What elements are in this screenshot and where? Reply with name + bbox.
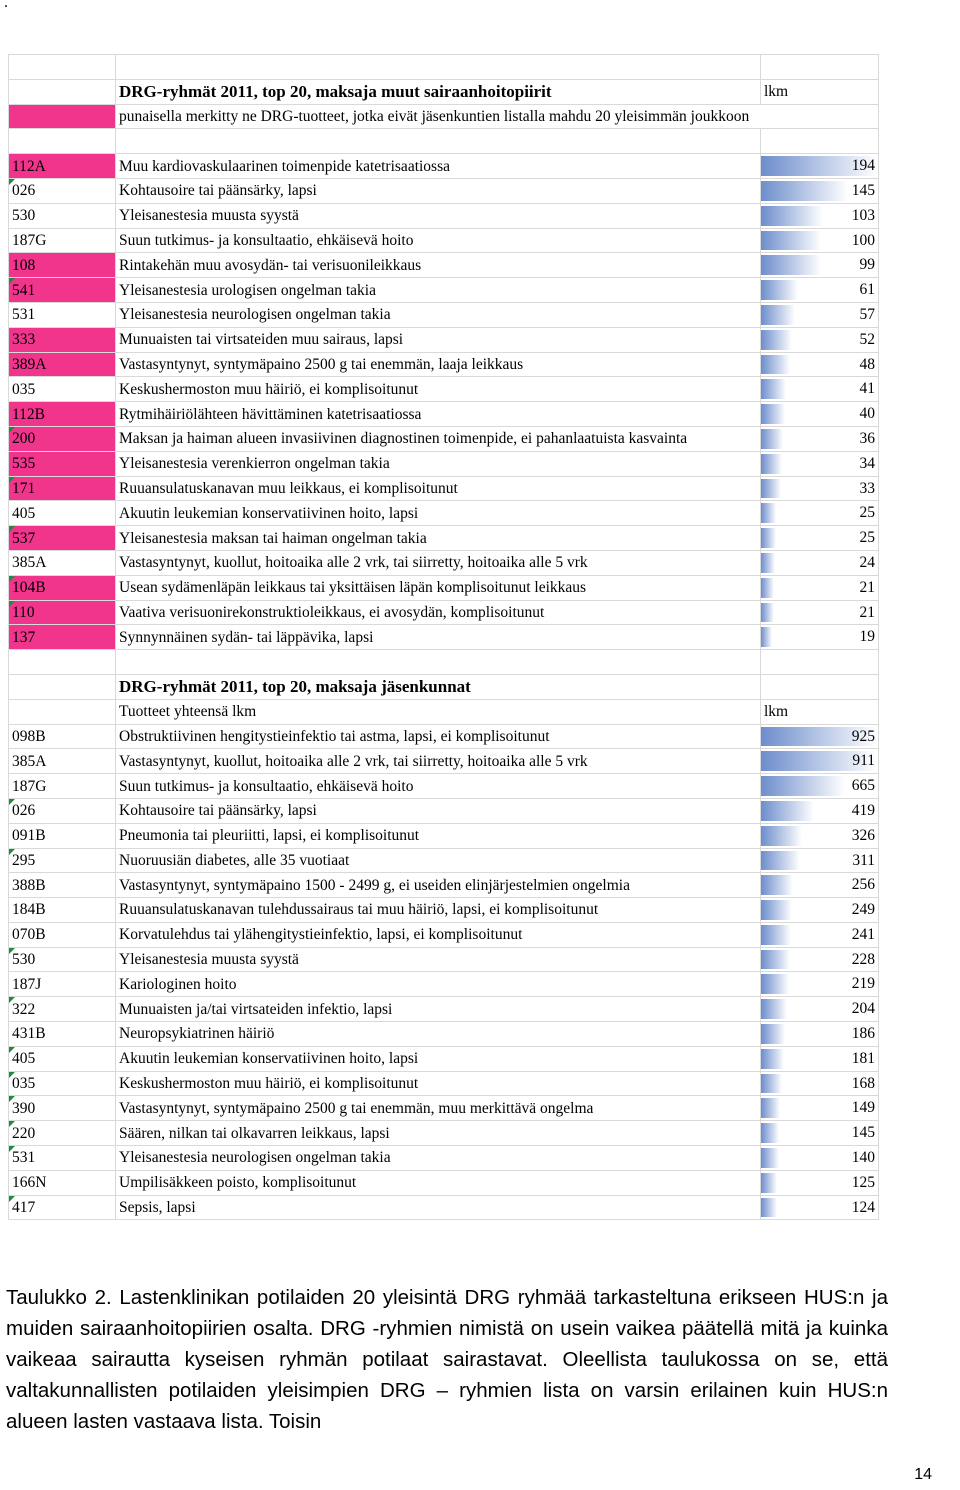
table-row xyxy=(9,848,879,873)
count-value: 311 xyxy=(852,851,875,869)
drg-code: 026 xyxy=(9,178,116,203)
count-cell xyxy=(761,1022,879,1047)
drg-code: 417 xyxy=(9,1195,116,1220)
drg-code: 530 xyxy=(9,203,116,228)
drg-name: Umpilisäkkeen poisto, komplisoitunut xyxy=(116,1170,761,1195)
table-spacer-row xyxy=(9,129,879,154)
table-row xyxy=(9,253,879,278)
drg-name: Muu kardiovaskulaarinen toimenpide katetrisaatiossa xyxy=(116,154,761,179)
table-row xyxy=(9,402,879,427)
table-row xyxy=(9,278,879,303)
count-value: 61 xyxy=(859,281,875,299)
data-bar xyxy=(761,1148,779,1168)
count-value: 19 xyxy=(859,628,875,646)
drg-code: 431B xyxy=(9,1022,116,1047)
section2-subtitle-row xyxy=(9,699,879,724)
count-cell xyxy=(761,1096,879,1121)
table-row xyxy=(9,1046,879,1071)
page-number: 14 xyxy=(914,1466,932,1483)
drg-code: 187J xyxy=(9,972,116,997)
count-value: 186 xyxy=(851,1025,875,1043)
count-cell xyxy=(761,278,879,303)
count-value: 48 xyxy=(859,355,875,373)
drg-name: Rytmihäiriölähteen hävittäminen katetrisaatiossa xyxy=(116,402,761,427)
drg-name: Säären, nilkan tai olkavarren leikkaus, lapsi xyxy=(116,1121,761,1146)
subtitle-blank-cell xyxy=(9,699,116,724)
table-row xyxy=(9,575,879,600)
count-value: 21 xyxy=(859,578,875,596)
drg-name: Yleisanestesia verenkierron ongelman takia xyxy=(116,451,761,476)
count-value: 36 xyxy=(859,429,875,447)
count-cell xyxy=(761,402,879,427)
drg-code: 035 xyxy=(9,1071,116,1096)
data-bar xyxy=(761,553,775,573)
data-bar xyxy=(761,231,821,251)
table-row xyxy=(9,501,879,526)
count-value: 33 xyxy=(859,479,875,497)
count-value: 52 xyxy=(859,330,875,348)
count-value: 145 xyxy=(851,181,875,199)
data-bar xyxy=(761,330,792,350)
count-value: 149 xyxy=(851,1099,875,1117)
count-cell xyxy=(761,550,879,575)
drg-code: 171 xyxy=(9,476,116,501)
count-cell xyxy=(761,898,879,923)
drg-code: 333 xyxy=(9,327,116,352)
drg-name: Keskushermoston muu häiriö, ei komplisoitunut xyxy=(116,377,761,402)
drg-code: 389A xyxy=(9,352,116,377)
drg-code: 070B xyxy=(9,922,116,947)
data-bar xyxy=(761,355,790,375)
drg-name: Ruuansulatuskanavan muu leikkaus, ei komplisoitunut xyxy=(116,476,761,501)
count-value: 21 xyxy=(859,603,875,621)
count-cell xyxy=(761,972,879,997)
count-cell xyxy=(761,997,879,1022)
drg-code: 295 xyxy=(9,848,116,873)
count-value: 228 xyxy=(851,950,875,968)
count-value: 100 xyxy=(851,231,875,249)
table-row xyxy=(9,1071,879,1096)
count-cell xyxy=(761,823,879,848)
section1-title: DRG-ryhmät 2011, top 20, maksaja muut sairaanhoitopiirit xyxy=(116,79,761,104)
data-bar xyxy=(761,603,774,623)
count-value: 25 xyxy=(859,504,875,522)
data-bar xyxy=(761,578,774,598)
count-value: 103 xyxy=(851,206,875,224)
table-row xyxy=(9,625,879,650)
drg-name: Korvatulehdus tai ylähengitystieinfektio, lapsi, ei komplisoitunut xyxy=(116,922,761,947)
drg-name: Suun tutkimus- ja konsultaatio, ehkäisevä hoito xyxy=(116,774,761,799)
section2-rows xyxy=(9,724,879,1220)
drg-name: Vaativa verisuonirekonstruktioleikkaus, ei avosydän, komplisoitunut xyxy=(116,600,761,625)
table-row xyxy=(9,947,879,972)
drg-code: 104B xyxy=(9,575,116,600)
drg-code: 026 xyxy=(9,798,116,823)
table-row xyxy=(9,377,879,402)
table-row xyxy=(9,1121,879,1146)
drg-code: 537 xyxy=(9,526,116,551)
data-bar xyxy=(761,875,793,895)
count-cell xyxy=(761,526,879,551)
drg-code: 535 xyxy=(9,451,116,476)
drg-code: 137 xyxy=(9,625,116,650)
drg-code: 091B xyxy=(9,823,116,848)
count-cell xyxy=(761,724,879,749)
title-blank-cell xyxy=(9,79,116,104)
data-bar xyxy=(761,1123,779,1143)
count-value: 249 xyxy=(851,901,875,919)
count-value: 925 xyxy=(851,727,875,745)
count-value: 57 xyxy=(859,305,875,323)
drg-table-body xyxy=(9,55,879,154)
drg-name: Yleisanestesia muusta syystä xyxy=(116,203,761,228)
table-row xyxy=(9,327,879,352)
table-row xyxy=(9,1195,879,1220)
table-row xyxy=(9,972,879,997)
count-value: 41 xyxy=(859,380,875,398)
table-row xyxy=(9,426,879,451)
count-cell xyxy=(761,228,879,253)
drg-name: Maksan ja haiman alueen invasiivinen diagnostinen toimenpide, ei pahanlaatuista kasvainta xyxy=(116,426,761,451)
drg-name: Munuaisten ja/tai virtsateiden infektio, lapsi xyxy=(116,997,761,1022)
count-cell xyxy=(761,575,879,600)
drg-name: Vastasyntynyt, kuollut, hoitoaika alle 2 vrk, tai siirretty, hoitoaika alle 5 vrk xyxy=(116,749,761,774)
drg-name: Yleisanestesia maksan tai haiman ongelman takia xyxy=(116,526,761,551)
drg-code: 530 xyxy=(9,947,116,972)
section2-title: DRG-ryhmät 2011, top 20, maksaja jäsenkunnat xyxy=(116,674,761,699)
drg-name: Vastasyntynyt, syntymäpaino 1500 - 2499 g, ei useiden elinjärjestelmien ongelmia xyxy=(116,873,761,898)
data-bar xyxy=(761,974,789,994)
data-bar xyxy=(761,181,848,201)
drg-code: 112B xyxy=(9,402,116,427)
drg-name: Nuoruusiän diabetes, alle 35 vuotiaat xyxy=(116,848,761,873)
table-row xyxy=(9,526,879,551)
drg-name: Kohtausoire tai päänsärky, lapsi xyxy=(116,798,761,823)
table-spacer-row xyxy=(9,55,879,80)
count-value: 140 xyxy=(851,1149,875,1167)
table-row xyxy=(9,1146,879,1171)
drg-code: 388B xyxy=(9,873,116,898)
table-row xyxy=(9,302,879,327)
table-caption xyxy=(6,1282,888,1437)
drg-code: 541 xyxy=(9,278,116,303)
section2-header xyxy=(9,650,879,724)
table-row xyxy=(9,352,879,377)
count-value: 419 xyxy=(851,801,875,819)
count-cell xyxy=(761,178,879,203)
count-value: 204 xyxy=(851,1000,875,1018)
table-row xyxy=(9,1096,879,1121)
section1-unit-header: lkm xyxy=(761,79,879,104)
data-bar xyxy=(761,851,800,871)
count-cell xyxy=(761,352,879,377)
data-bar xyxy=(761,1024,785,1044)
drg-name: Neuropsykiatrinen häiriö xyxy=(116,1022,761,1047)
drg-name: Munuaisten tai virtsateiden muu sairaus, lapsi xyxy=(116,327,761,352)
count-cell xyxy=(761,203,879,228)
drg-name: Akuutin leukemian konservatiivinen hoito, lapsi xyxy=(116,501,761,526)
count-cell xyxy=(761,451,879,476)
table-row xyxy=(9,997,879,1022)
drg-code: 531 xyxy=(9,1146,116,1171)
count-cell xyxy=(761,501,879,526)
table-row xyxy=(9,203,879,228)
section2-subtitle: Tuotteet yhteensä lkm xyxy=(116,699,761,724)
table-row xyxy=(9,1022,879,1047)
count-value: 125 xyxy=(851,1173,875,1191)
count-cell xyxy=(761,1195,879,1220)
data-bar xyxy=(761,1049,784,1069)
drg-name: Obstruktiivinen hengitystieinfektio tai astma, lapsi, ei komplisoitunut xyxy=(116,724,761,749)
count-cell xyxy=(761,327,879,352)
table-row xyxy=(9,1170,879,1195)
data-bar xyxy=(761,503,776,523)
data-bar xyxy=(761,404,785,424)
drg-code: 187G xyxy=(9,228,116,253)
table-row xyxy=(9,749,879,774)
data-bar xyxy=(761,950,790,970)
data-bar xyxy=(761,1198,777,1218)
count-cell xyxy=(761,154,879,179)
data-bar xyxy=(761,280,798,300)
count-cell xyxy=(761,625,879,650)
table-row xyxy=(9,898,879,923)
count-cell xyxy=(761,947,879,972)
drg-code: 166N xyxy=(9,1170,116,1195)
data-bar xyxy=(761,528,776,548)
data-bar xyxy=(761,255,821,275)
table-row xyxy=(9,550,879,575)
table-row xyxy=(9,228,879,253)
count-value: 326 xyxy=(851,826,875,844)
data-bar xyxy=(761,826,802,846)
data-bar xyxy=(761,379,786,399)
table-row xyxy=(9,154,879,179)
drg-name: Rintakehän muu avosydän- tai verisuonileikkaus xyxy=(116,253,761,278)
drg-code: 110 xyxy=(9,600,116,625)
legend-row xyxy=(9,104,879,129)
data-bar xyxy=(761,1098,780,1118)
drg-code: 035 xyxy=(9,377,116,402)
drg-name: Usean sydämenläpän leikkaus tai yksittäisen läpän komplisoitunut leikkaus xyxy=(116,575,761,600)
count-value: 241 xyxy=(851,925,875,943)
table-row xyxy=(9,774,879,799)
count-value: 24 xyxy=(859,553,875,571)
drg-code: 184B xyxy=(9,898,116,923)
data-bar xyxy=(761,627,772,647)
data-bar xyxy=(761,305,795,325)
count-cell xyxy=(761,1046,879,1071)
drg-name: Ruuansulatuskanavan tulehdussairaus tai muu häiriö, lapsi, ei komplisoitunut xyxy=(116,898,761,923)
drg-table xyxy=(8,54,879,1220)
count-cell xyxy=(761,873,879,898)
legend-color-swatch xyxy=(9,104,116,129)
count-cell xyxy=(761,302,879,327)
data-bar xyxy=(761,479,781,499)
count-value: 145 xyxy=(851,1124,875,1142)
drg-code: 187G xyxy=(9,774,116,799)
count-value: 25 xyxy=(859,529,875,547)
count-value: 181 xyxy=(851,1049,875,1067)
data-bar xyxy=(761,1173,777,1193)
drg-code: 200 xyxy=(9,426,116,451)
drg-code: 531 xyxy=(9,302,116,327)
caption-text: Taulukko 2. Lastenklinikan potilaiden 20 yleisintä DRG ryhmää tarkasteltuna erikseen HUS:n ja muiden sairaanhoitopiirien osalta. DRG -ryhmien nimistä on usein vaikea päätellä mitä ja kuinka vaikeaa sairautta kyseisen ryhmän potilaat sairastavat. Oleellista taulukossa on se, että valtakunnallisten potilaiden yleisimpien DRG – ryhmien lista on varsin erilainen kuin HUS:n alueen lasten vastaava lista. Toisin xyxy=(6,1286,888,1433)
count-cell xyxy=(761,749,879,774)
data-bar xyxy=(761,900,792,920)
count-value: 124 xyxy=(851,1198,875,1216)
drg-code: 108 xyxy=(9,253,116,278)
table-row xyxy=(9,873,879,898)
drg-code: 385A xyxy=(9,550,116,575)
drg-name: Kariologinen hoito xyxy=(116,972,761,997)
drg-name: Keskushermoston muu häiriö, ei komplisoitunut xyxy=(116,1071,761,1096)
count-cell xyxy=(761,476,879,501)
drg-code: 385A xyxy=(9,749,116,774)
count-cell xyxy=(761,922,879,947)
drg-name: Suun tutkimus- ja konsultaatio, ehkäisevä hoito xyxy=(116,228,761,253)
drg-code: 098B xyxy=(9,724,116,749)
section2-title-row xyxy=(9,674,879,699)
table-row xyxy=(9,922,879,947)
section2-unit-header: lkm xyxy=(761,699,879,724)
table-spacer-row xyxy=(9,650,879,675)
count-cell xyxy=(761,1146,879,1171)
drg-name: Vastasyntynyt, kuollut, hoitoaika alle 2 vrk, tai siirretty, hoitoaika alle 5 vrk xyxy=(116,550,761,575)
table-row xyxy=(9,600,879,625)
count-cell xyxy=(761,798,879,823)
legend-text: punaisella merkitty ne DRG-tuotteet, jotka eivät jäsenkuntien listalla mahdu 20 yleisimmän joukkoon xyxy=(116,104,879,129)
drg-name: Vastasyntynyt, syntymäpaino 2500 g tai enemmän, muu merkittävä ongelma xyxy=(116,1096,761,1121)
drg-code: 322 xyxy=(9,997,116,1022)
count-value: 219 xyxy=(851,975,875,993)
count-cell xyxy=(761,1071,879,1096)
section1-rows xyxy=(9,154,879,650)
count-cell xyxy=(761,1170,879,1195)
title-blank-cell xyxy=(9,674,116,699)
drg-code: 405 xyxy=(9,501,116,526)
drg-name: Synnynnäinen sydän- tai läppävika, lapsi xyxy=(116,625,761,650)
drg-name: Pneumonia tai pleuriitti, lapsi, ei komplisoitunut xyxy=(116,823,761,848)
count-value: 168 xyxy=(851,1074,875,1092)
table-row xyxy=(9,178,879,203)
count-value: 911 xyxy=(852,752,875,770)
count-cell xyxy=(761,774,879,799)
drg-name: Yleisanestesia neurologisen ongelman takia xyxy=(116,1146,761,1171)
drg-name: Sepsis, lapsi xyxy=(116,1195,761,1220)
drg-code: 390 xyxy=(9,1096,116,1121)
count-value: 99 xyxy=(859,256,875,274)
data-bar xyxy=(761,1074,782,1094)
count-cell xyxy=(761,377,879,402)
count-value: 40 xyxy=(859,405,875,423)
drg-name: Kohtausoire tai päänsärky, lapsi xyxy=(116,178,761,203)
table-row xyxy=(9,823,879,848)
data-bar xyxy=(761,999,787,1019)
drg-code: 220 xyxy=(9,1121,116,1146)
data-bar xyxy=(761,776,845,796)
table-row xyxy=(9,451,879,476)
blank-cell xyxy=(761,674,879,699)
drg-code: 112A xyxy=(9,154,116,179)
drg-name: Yleisanestesia muusta syystä xyxy=(116,947,761,972)
data-bar xyxy=(761,801,814,821)
count-cell xyxy=(761,848,879,873)
count-value: 256 xyxy=(851,876,875,894)
count-value: 34 xyxy=(859,454,875,472)
drg-name: Akuutin leukemian konservatiivinen hoito, lapsi xyxy=(116,1046,761,1071)
count-cell xyxy=(761,426,879,451)
count-value: 665 xyxy=(851,777,875,795)
section1-title-row xyxy=(9,79,879,104)
page-mark: . xyxy=(4,0,8,11)
table-row xyxy=(9,798,879,823)
table-row xyxy=(9,476,879,501)
data-bar xyxy=(761,429,783,449)
table-row xyxy=(9,724,879,749)
data-bar xyxy=(761,206,823,226)
data-bar xyxy=(761,454,782,474)
count-value: 194 xyxy=(851,157,875,175)
count-cell xyxy=(761,253,879,278)
count-cell xyxy=(761,1121,879,1146)
drg-code: 405 xyxy=(9,1046,116,1071)
drg-name: Vastasyntynyt, syntymäpaino 2500 g tai enemmän, laaja leikkaus xyxy=(116,352,761,377)
drg-name: Yleisanestesia neurologisen ongelman takia xyxy=(116,302,761,327)
drg-name: Yleisanestesia urologisen ongelman takia xyxy=(116,278,761,303)
count-cell xyxy=(761,600,879,625)
data-bar xyxy=(761,925,791,945)
